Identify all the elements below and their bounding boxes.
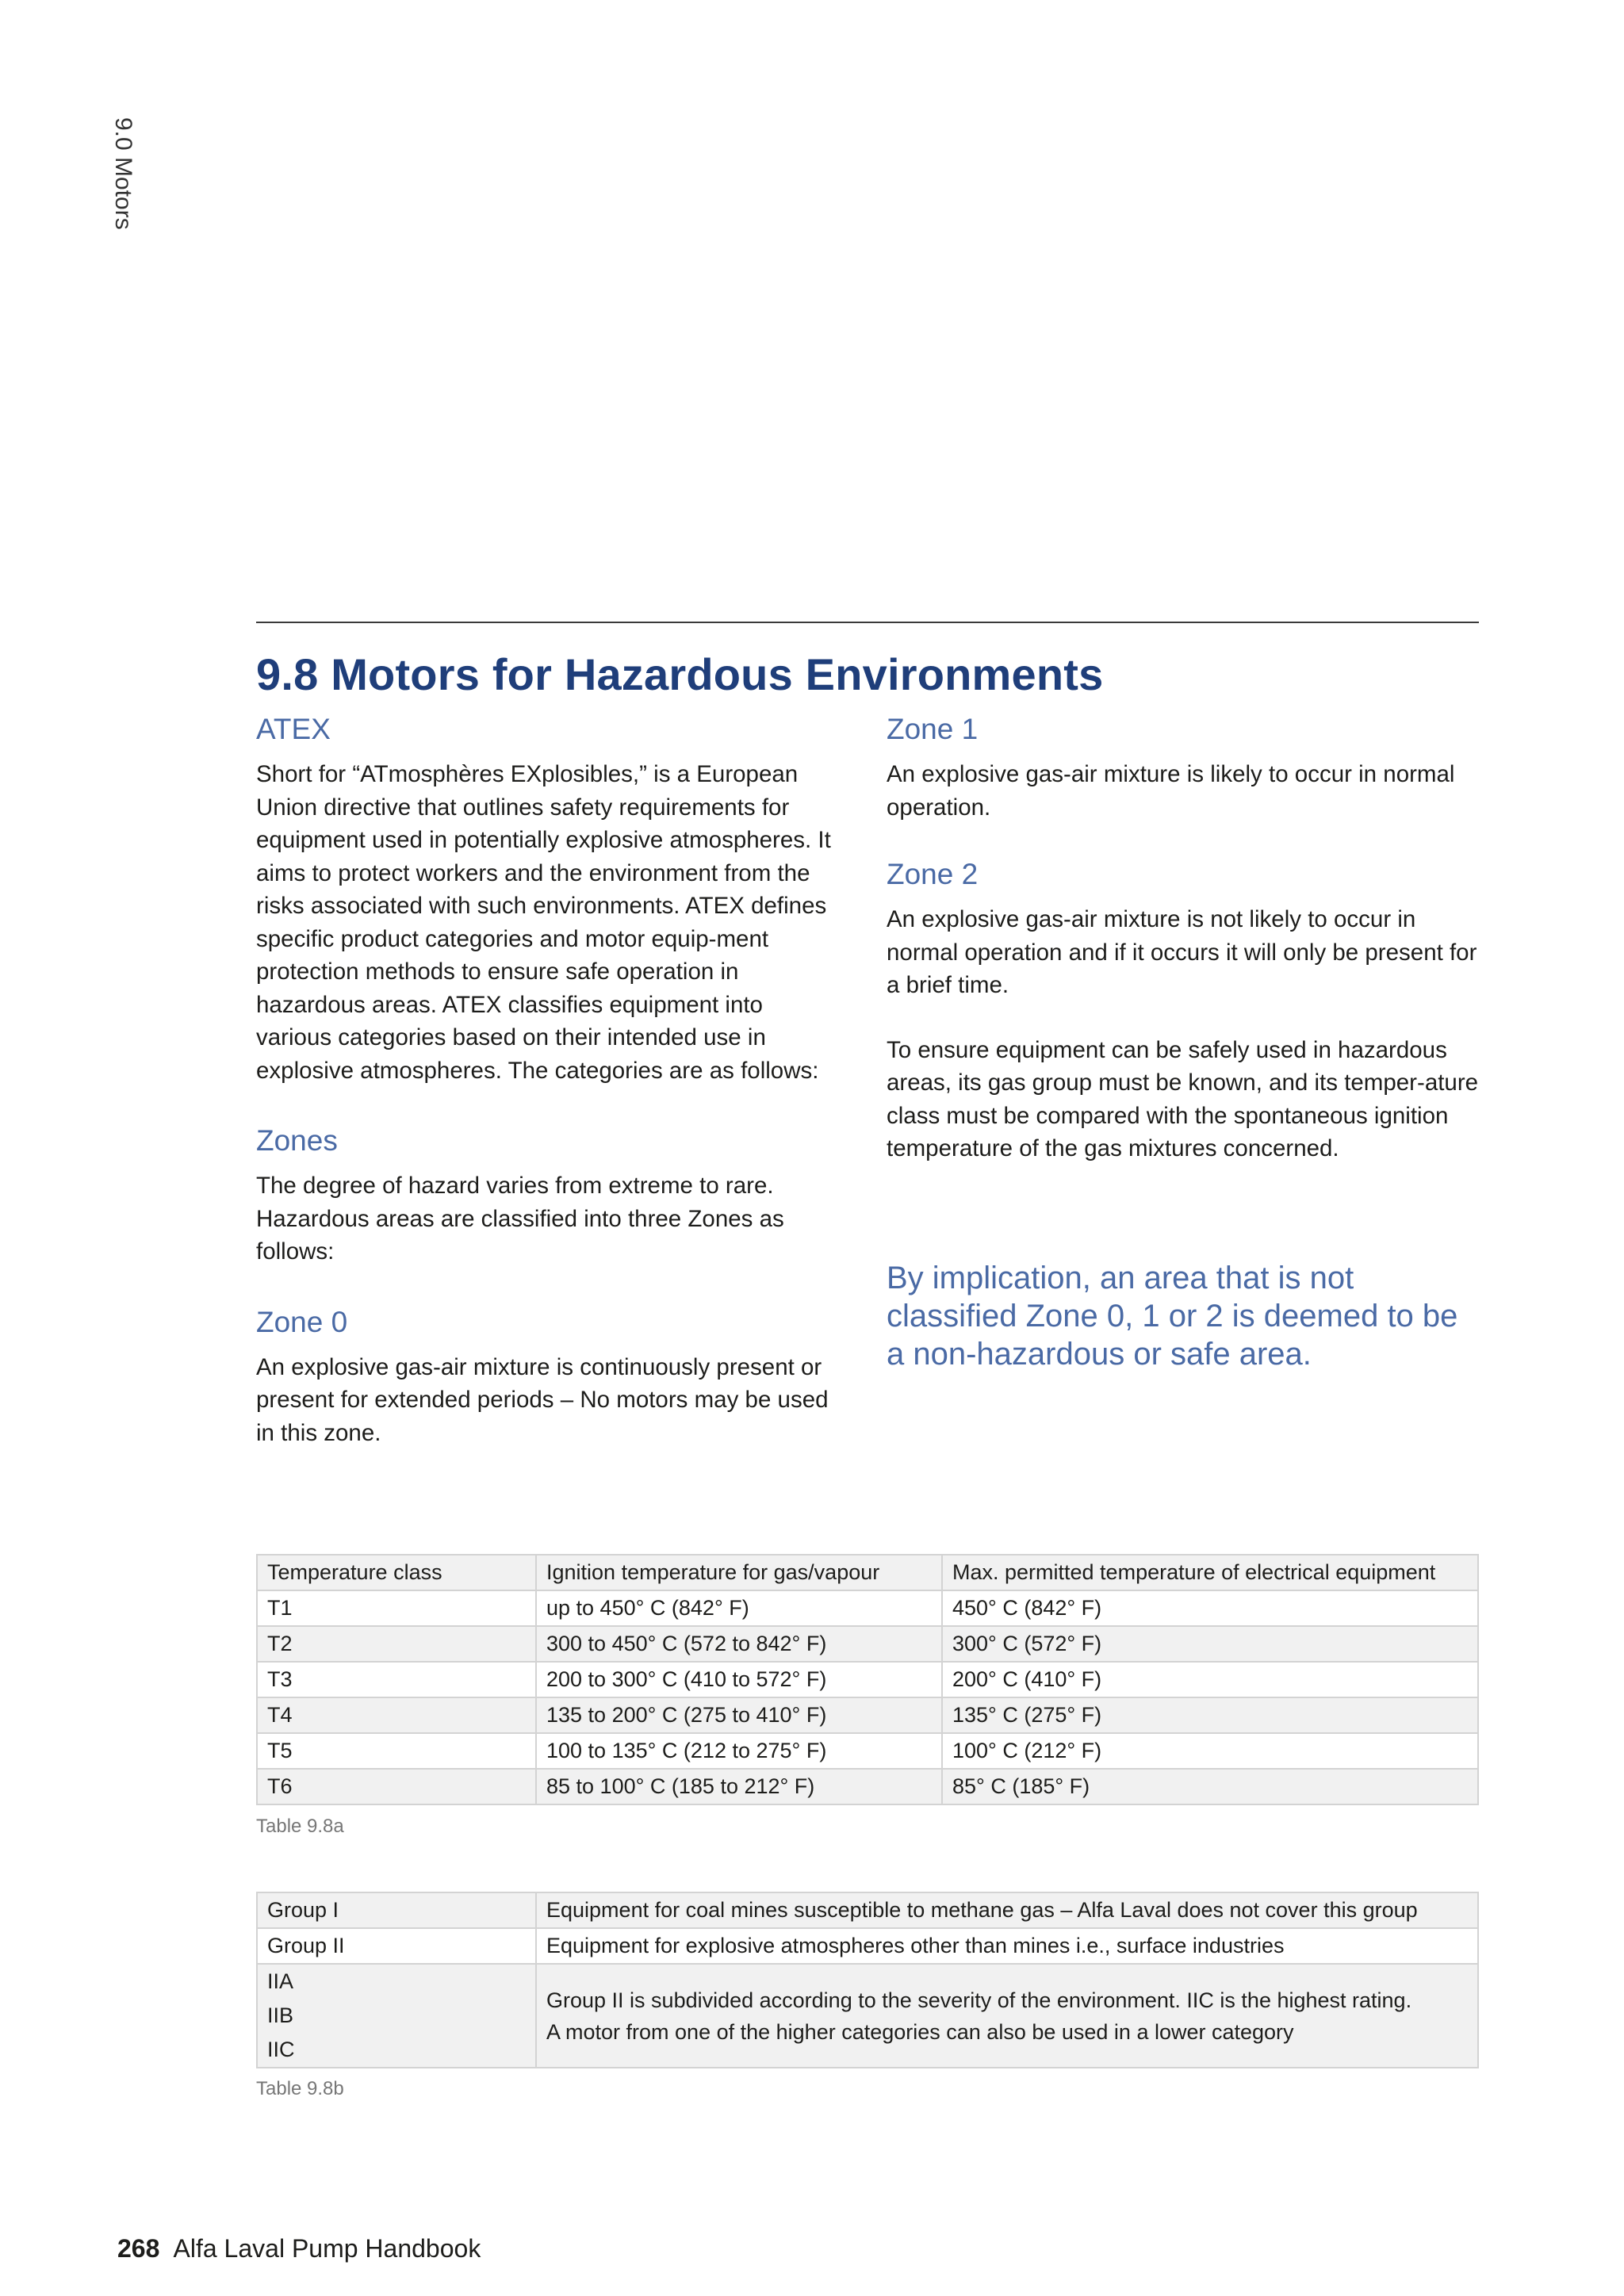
table-cell: 100 to 135° C (212 to 275° F) <box>536 1733 942 1769</box>
subgroup-text-line: A motor from one of the higher categories can also be used in a lower category <box>546 2019 1294 2044</box>
table-row <box>257 1769 1478 1804</box>
left-column <box>256 710 843 1449</box>
table-header-row <box>257 1555 1478 1590</box>
table-cell: IIC <box>257 2033 536 2068</box>
table-cell: 200° C (410° F) <box>942 1662 1478 1697</box>
page-footer <box>117 2234 481 2263</box>
pull-quote: By implication, an area that is not classified Zone 0, 1 or 2 is deemed to be a non-hazardous or safe area. <box>887 1260 1458 1372</box>
atex-paragraph: Short for “ATmosphères EXplosibles,” is a European Union directive that outlines safety requirements for equipment used in potentially explosive atmospheres. It aims to protect workers and the environment from the risks associated with such environments. ATEX defines specific product categories and motor equip-ment protection methods to ensure safe operation in hazardous areas. ATEX classifies equipment into various categories based on their intended use in explosive atmospheres. The categories are as follows: <box>256 761 831 1084</box>
table-header-cell: Ignition temperature for gas/vapour <box>536 1555 942 1590</box>
table-row <box>257 1662 1478 1697</box>
table-cell: IIB <box>257 1999 536 2033</box>
subgroup-text-line: Group II is subdivided according to the severity of the environment. IIC is the highest rating. <box>546 1988 1412 2012</box>
table-cell: T5 <box>257 1733 536 1769</box>
zones-paragraph: The degree of hazard varies from extreme to rare. Hazardous areas are classified into three Zones as follows: <box>256 1173 784 1265</box>
book-title: Alfa Laval Pump Handbook <box>173 2234 481 2263</box>
table-cell: Group I <box>257 1892 536 1928</box>
zone0-paragraph: An explosive gas-air mixture is continuously present or present for extended periods – No motors may be used in this zone. <box>256 1353 829 1446</box>
table-header-cell: Temperature class <box>257 1555 536 1590</box>
page-title: 9.8 Motors for Hazardous Environments <box>256 649 1104 699</box>
title-rule <box>256 622 1479 623</box>
table-row <box>257 1697 1478 1733</box>
table-cell: T2 <box>257 1626 536 1662</box>
table-cell: T6 <box>257 1769 536 1804</box>
table-cell: 85 to 100° C (185 to 212° F) <box>536 1769 942 1804</box>
table-cell: Equipment for explosive atmospheres other than mines i.e., surface industries <box>536 1928 1478 1964</box>
zone1-paragraph: An explosive gas-air mixture is likely to occur in normal operation. <box>887 761 1455 821</box>
table-row <box>257 1928 1478 1964</box>
table-row <box>257 1964 1478 1999</box>
page-number: 268 <box>117 2234 160 2263</box>
table-header-cell: Max. permitted temperature of electrical equipment <box>942 1555 1478 1590</box>
table-cell: T4 <box>257 1697 536 1733</box>
table-cell: 135° C (275° F) <box>942 1697 1478 1733</box>
gas-group-paragraph: To ensure equipment can be safely used in hazardous areas, its gas group must be known, and its temper-ature class must be compared with the spontaneous ignition temperature of the gas mixtures concerned. <box>887 1036 1479 1161</box>
table-caption: Table 9.8a <box>256 1816 344 1837</box>
subgroup-description-cell <box>536 1964 1478 2068</box>
table-cell: 85° C (185° F) <box>942 1769 1478 1804</box>
table-row <box>257 1590 1478 1626</box>
temperature-class-table <box>256 1554 1479 1805</box>
gas-group-table <box>256 1892 1479 2068</box>
table-cell: 300° C (572° F) <box>942 1626 1478 1662</box>
zone0-heading: Zone 0 <box>256 1305 348 1338</box>
zone2-heading: Zone 2 <box>887 858 979 890</box>
zones-heading: Zones <box>256 1124 338 1157</box>
section-side-tab: 9.0 Motors <box>110 117 136 230</box>
table-cell: IIA <box>257 1964 536 1999</box>
atex-heading: ATEX <box>256 713 331 745</box>
zone2-paragraph: An explosive gas-air mixture is not likely to occur in normal operation and if it occurs it will only be present for a brief time. <box>887 906 1477 998</box>
table-cell: T1 <box>257 1590 536 1626</box>
table-cell: up to 450° C (842° F) <box>536 1590 942 1626</box>
right-column <box>887 710 1481 1373</box>
table-row <box>257 1626 1478 1662</box>
table-cell: Equipment for coal mines susceptible to methane gas – Alfa Laval does not cover this group <box>536 1892 1478 1928</box>
table-cell: 450° C (842° F) <box>942 1590 1478 1626</box>
zone1-heading: Zone 1 <box>887 713 979 745</box>
table-cell: T3 <box>257 1662 536 1697</box>
table-cell: 135 to 200° C (275 to 410° F) <box>536 1697 942 1733</box>
table-cell: 100° C (212° F) <box>942 1733 1478 1769</box>
table-row <box>257 1733 1478 1769</box>
table-row <box>257 1892 1478 1928</box>
table-cell: Group II <box>257 1928 536 1964</box>
table-cell: 300 to 450° C (572 to 842° F) <box>536 1626 942 1662</box>
table-cell: 200 to 300° C (410 to 572° F) <box>536 1662 942 1697</box>
table-caption: Table 9.8b <box>256 2078 344 2099</box>
